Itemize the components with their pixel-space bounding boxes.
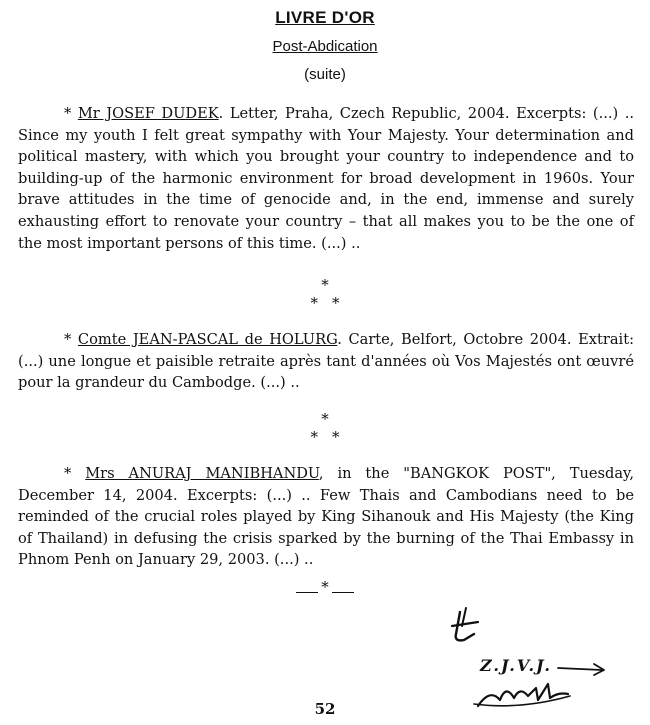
entry-text: . Letter, Praha, Czech Republic, 2004. Excerpts: (...) .. Since my youth I felt great sympathy with Your Majesty. Your determination and political mastery, with which you brought your country to independence and to building-up of the harmonic environment for broad development in 1960s. Your brave attitudes in the time of genocide and, in the end, immense and surely exhausting effort to renovate your country – that all makes you to be the one of the most important persons of this time. (...) .. xyxy=(18,105,634,252)
page-subtitle: Post-Abdication xyxy=(272,38,378,55)
end-separator xyxy=(0,578,650,596)
separator-line xyxy=(332,592,354,593)
separator-line xyxy=(296,592,318,593)
entry-bullet: * xyxy=(64,105,78,122)
entry-author-name: Mrs ANURAJ MANIBHANDU xyxy=(85,465,319,482)
entry-text: , in the "BANGKOK POST", Tuesday, December 14, 2004. Excerpts: (...) .. Few Thais and Cambodians need to be reminded of the crucial roles played by King Sihanouk and His Majesty (the King of Thailand) in defusing the crisis sparked by the burning of the Thai Embassy in Phnom Penh on January 29, 2003. (...) .. xyxy=(18,465,634,569)
entry-text: . Carte, Belfort, Octobre 2004. Extrait: (...) une longue et paisible retraite après tant d'années où Vos Majestés ont œuvré pour la grandeur du Cambodge. (...) .. xyxy=(18,331,634,392)
star-top: * xyxy=(321,410,329,428)
entry-bullet: * xyxy=(64,331,78,348)
star-bottom: ** xyxy=(310,428,354,446)
entry-author-name: Mr JOSEF DUDEK xyxy=(77,105,219,122)
star-bottom: ** xyxy=(310,294,354,312)
entry-dudek xyxy=(18,103,634,254)
page-number: 52 xyxy=(314,700,336,718)
star-separator xyxy=(0,410,650,446)
continued-label: (suite) xyxy=(304,66,346,83)
star-separator xyxy=(0,276,650,312)
separator-star: * xyxy=(321,578,329,596)
entry-holurg xyxy=(18,329,634,394)
star-top: * xyxy=(321,276,329,294)
entry-author-name: Comte JEAN-PASCAL de HOLURG xyxy=(77,331,338,348)
signature-initials: Z.J.V.J. xyxy=(480,656,552,675)
entry-bullet: * xyxy=(64,465,86,482)
entry-manibhandu xyxy=(18,463,634,571)
page-title: LIVRE D'OR xyxy=(275,8,375,27)
